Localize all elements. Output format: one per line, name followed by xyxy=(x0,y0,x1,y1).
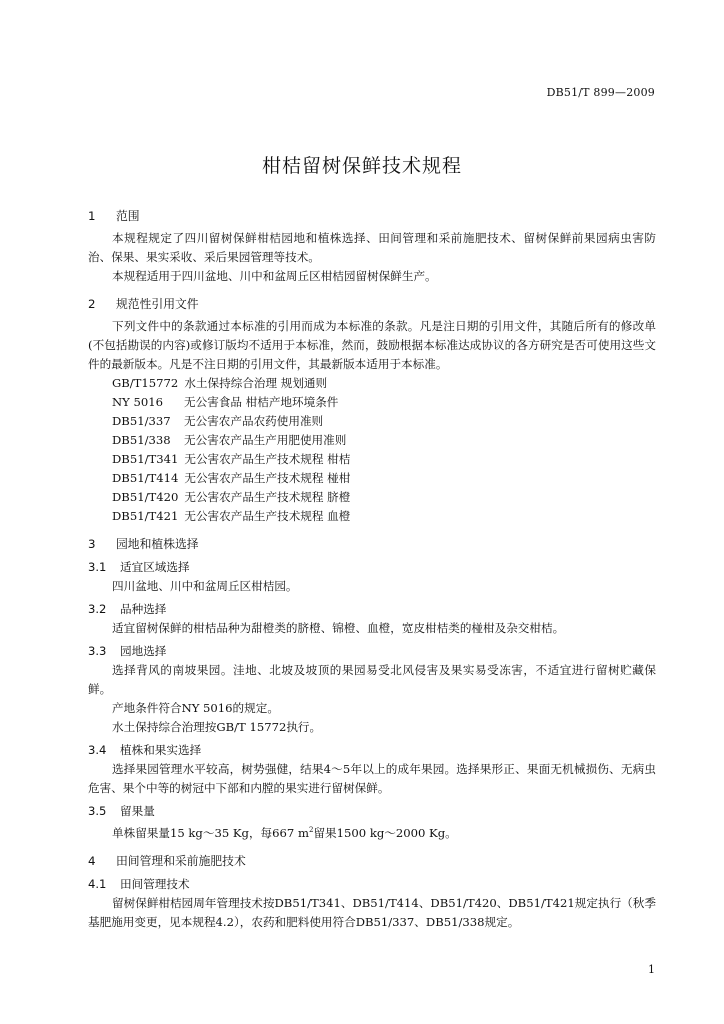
subsection-heading-3-4: 3.4 植株和果实选择 xyxy=(88,743,202,757)
reference-item: DB51/T414 无公害农产品生产技术规程 椪柑 xyxy=(112,471,351,485)
document-body xyxy=(88,207,656,932)
paragraph: 下列文件中的条款通过本标准的引用而成为本标准的条款。凡是注日期的引用文件，其随后所有的修改单(不包括勘误的内容)或修订版均不适用于本标准，然而，鼓励根据本标准达成协议的各方研究是否可使用这些文件的最新版本。凡是不注日期的引用文件，其最新版本适用于本标准。 xyxy=(88,319,656,371)
paragraph: 本规程规定了四川留树保鲜柑桔园地和植株选择、田间管理和采前施肥技术、留树保鲜前果园病虫害防治、保果、果实采收、采后果园管理等技术。 xyxy=(88,231,656,264)
subsection-heading-4-1: 4.1 田间管理技术 xyxy=(88,876,190,891)
reference-item: DB51/T421 无公害农产品生产技术规程 血橙 xyxy=(112,509,351,523)
reference-list xyxy=(88,374,656,526)
reference-item: DB51/T420 无公害农产品生产技术规程 脐橙 xyxy=(112,490,351,504)
paragraph: 本规程适用于四川盆地、川中和盆周丘区柑桔园留树保鲜生产。 xyxy=(112,269,437,283)
reference-item: DB51/338 无公害农产品生产用肥使用准则 xyxy=(112,433,347,447)
paragraph: 单株留果量15 kg～35 Kg，每667 $m^2$留果1500 kg～2000 Kg。 xyxy=(112,825,457,840)
paragraph: 选择果园管理水平较高，树势强健，结果4～5年以上的成年果园。选择果形正、果面无机械损伤、无病虫危害、果个中等的树冠中下部和内膛的果实进行留树保鲜。 xyxy=(88,762,656,795)
subsection-heading-3-1: 3.1 适宜区域选择 xyxy=(88,560,190,574)
paragraph: 适宜留树保鲜的柑桔品种为甜橙类的脐橙、锦橙、血橙，宽皮柑桔类的椪柑及杂交柑桔。 xyxy=(112,621,565,635)
section-heading-2: 2 规范性引用文件 xyxy=(88,297,199,311)
paragraph: 选择背风的南坡果园。洼地、北坡及坡顶的果园易受北风侵害及果实易受冻害，不适宜进行留树贮藏保鲜。 xyxy=(88,663,656,696)
reference-item: GB/T15772 水土保持综合治理 规划通则 xyxy=(112,376,328,390)
subsection-heading-3-5: 3.5 留果量 xyxy=(88,804,155,818)
reference-item: DB51/337 无公害农产品农药使用准则 xyxy=(112,414,324,428)
subsection-heading-3-3: 3.3 园地选择 xyxy=(88,644,167,658)
paragraph: 产地条件符合NY 5016的规定。 xyxy=(112,701,279,715)
reference-item: NY 5016 无公害食品 柑桔产地环境条件 xyxy=(112,395,339,409)
section-heading-4: 4 田间管理和采前施肥技术 xyxy=(88,853,246,868)
paragraph: 四川盆地、川中和盆周丘区柑桔园。 xyxy=(112,579,298,593)
subsection-heading-3-2: 3.2 品种选择 xyxy=(88,602,167,616)
paragraph: 水土保持综合治理按GB/T 15772执行。 xyxy=(112,720,322,734)
section-heading-1: 1 范围 xyxy=(88,209,140,223)
reference-item: DB51/T341 无公害农产品生产技术规程 柑桔 xyxy=(112,452,351,466)
document-title: 柑桔留树保鲜技术规程 xyxy=(261,155,462,177)
standard-code: DB51/T 899—2009 xyxy=(546,86,655,99)
paragraph: 留树保鲜柑桔园周年管理技术按DB51/T341、DB51/T414、DB51/T420、DB51/T421规定执行（秋季基肥施用变更，见本规程4.2），农药和肥料使用符合DB51/337、DB51/338规定。 xyxy=(88,895,656,929)
section-heading-3: 3 园地和植株选择 xyxy=(88,537,199,551)
page-number: 1 xyxy=(648,963,655,976)
